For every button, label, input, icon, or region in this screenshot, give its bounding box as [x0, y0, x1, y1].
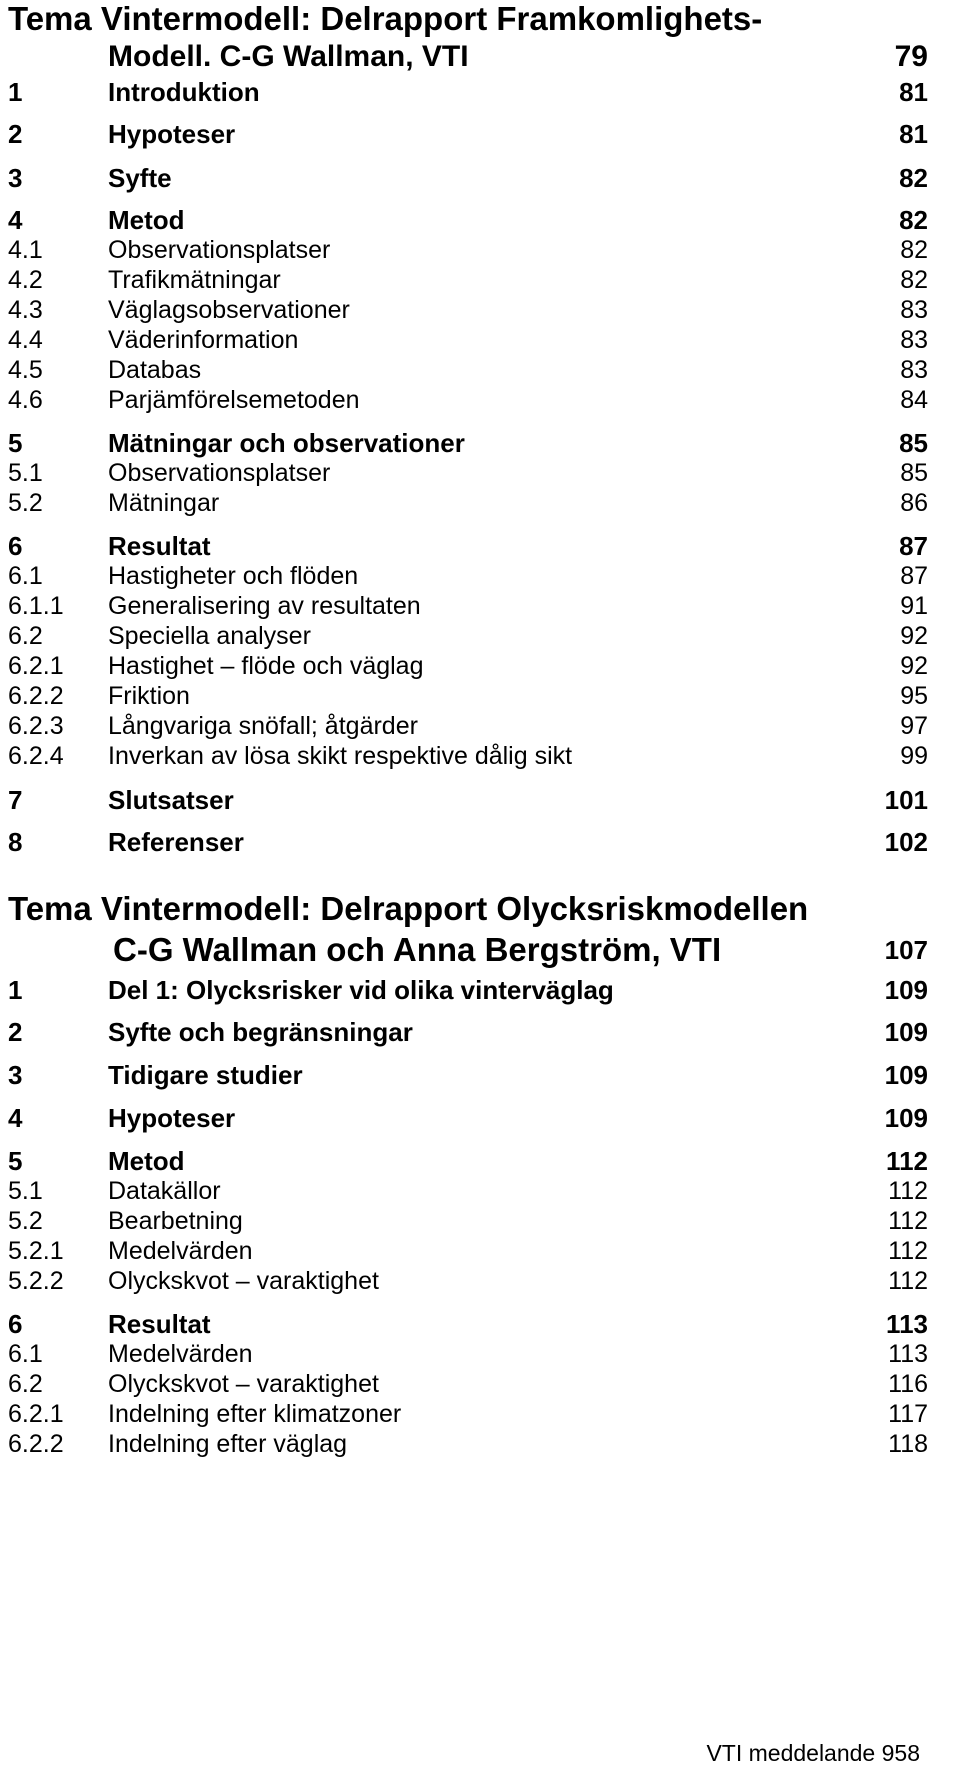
toc-entry-page: 85 — [899, 428, 928, 458]
toc-entry-label: Speciella analyser — [108, 622, 311, 650]
toc-entry[interactable] — [8, 204, 928, 236]
toc-entry-page: 109 — [884, 1103, 928, 1133]
toc-entry-number: 6.2.4 — [8, 742, 64, 770]
toc-entry-number: 6.2.2 — [8, 682, 64, 710]
toc-entry-page: 92 — [900, 652, 928, 680]
toc-entry-label: Metod — [108, 205, 185, 235]
toc-entry[interactable] — [8, 1145, 928, 1177]
toc-entry-page: 109 — [884, 975, 928, 1005]
toc-entry-page: 112 — [888, 1177, 928, 1205]
toc-entry-label: Olyckskvot – varaktighet — [108, 1370, 379, 1398]
toc-entry-label: Referenser — [108, 827, 244, 857]
toc-entry-label: Resultat — [108, 1309, 211, 1339]
toc-entry[interactable] — [8, 234, 928, 266]
toc-entry-label: Medelvärden — [108, 1340, 253, 1368]
toc-entry[interactable] — [8, 1428, 928, 1460]
toc-entry-number: 3 — [8, 163, 23, 193]
toc-entry-page: 113 — [888, 1340, 928, 1368]
toc-entry-number: 5 — [8, 428, 23, 458]
toc-entry-label: Väderinformation — [108, 326, 299, 354]
toc-entry[interactable] — [8, 784, 928, 816]
section2-title-line1: Tema Vintermodell: Delrapport Olycksriskmodellen — [8, 890, 809, 927]
toc-entry-page: 83 — [900, 326, 928, 354]
toc-entry-page: 116 — [888, 1370, 928, 1398]
toc-entry-page: 112 — [886, 1146, 928, 1176]
toc-entry-number: 6 — [8, 1309, 23, 1339]
toc-entry[interactable] — [8, 740, 928, 772]
toc-entry-label: Friktion — [108, 682, 190, 710]
toc-entry-page: 87 — [899, 531, 928, 561]
toc-entry[interactable] — [8, 826, 928, 858]
toc-entry-page: 83 — [900, 296, 928, 324]
toc-entry[interactable] — [8, 76, 928, 108]
toc-entry-label: Trafikmätningar — [108, 266, 281, 294]
toc-entry-number: 4 — [8, 1103, 23, 1133]
toc-entry-label: Generalisering av resultaten — [108, 592, 421, 620]
toc-entry[interactable] — [8, 560, 928, 592]
toc-entry-number: 6.2 — [8, 622, 43, 650]
toc-entry-label: Resultat — [108, 531, 211, 561]
toc-entry-page: 91 — [900, 592, 928, 620]
toc-entry[interactable] — [8, 1016, 928, 1048]
toc-entry-page: 84 — [900, 386, 928, 414]
section1-title-page: 79 — [894, 40, 928, 73]
toc-entry-number: 6.2.2 — [8, 1430, 64, 1458]
toc-entry[interactable] — [8, 620, 928, 652]
toc-entry-number: 5.2 — [8, 1207, 43, 1235]
toc-entry-label: Observationsplatser — [108, 236, 331, 264]
toc-entry-number: 5.1 — [8, 459, 43, 487]
toc-entry-page: 83 — [900, 356, 928, 384]
toc-entry[interactable] — [8, 1205, 928, 1237]
toc-entry-page: 82 — [899, 205, 928, 235]
toc-entry-label: Väglagsobservationer — [108, 296, 350, 324]
page-footer: VTI meddelande 958 — [706, 1740, 920, 1766]
toc-entry-number: 5.2.2 — [8, 1267, 64, 1295]
toc-entry-page: 86 — [900, 489, 928, 517]
section1-title-line1: Tema Vintermodell: Delrapport Framkomlighets- — [8, 0, 763, 37]
toc-entry[interactable] — [8, 427, 928, 459]
toc-entry[interactable] — [8, 1102, 928, 1134]
toc-entry[interactable] — [8, 974, 928, 1006]
toc-entry-label: Hastighet – flöde och väglag — [108, 652, 424, 680]
toc-entry[interactable] — [8, 680, 928, 712]
toc-entry-label: Parjämförelsemetoden — [108, 386, 360, 414]
toc-entry-label: Indelning efter klimatzoner — [108, 1400, 402, 1428]
toc-entry[interactable] — [8, 650, 928, 682]
toc-entry-label: Introduktion — [108, 77, 260, 107]
toc-entry[interactable] — [8, 1338, 928, 1370]
toc-entry-number: 2 — [8, 1017, 23, 1047]
toc-entry-number: 8 — [8, 827, 23, 857]
toc-entry[interactable] — [8, 1265, 928, 1297]
toc-entry[interactable] — [8, 264, 928, 296]
toc-entry-label: Del 1: Olycksrisker vid olika vinterväglag — [108, 975, 614, 1005]
toc-entry-page: 99 — [900, 742, 928, 770]
toc-entry-label: Metod — [108, 1146, 185, 1176]
toc-entry-page: 81 — [899, 119, 928, 149]
toc-entry-page: 92 — [900, 622, 928, 650]
toc-entry-label: Observationsplatser — [108, 459, 331, 487]
toc-entry-label: Hypoteser — [108, 119, 236, 149]
section2-title-page: 107 — [884, 935, 928, 965]
toc-entry-number: 3 — [8, 1060, 23, 1090]
toc-entry-number: 4.3 — [8, 296, 43, 324]
toc-entry-label: Medelvärden — [108, 1237, 253, 1265]
toc-entry-label: Hypoteser — [108, 1103, 236, 1133]
toc-entry-number: 4.1 — [8, 236, 43, 264]
toc-entry-page: 85 — [900, 459, 928, 487]
toc-entry-label: Långvariga snöfall; åtgärder — [108, 712, 418, 740]
toc-entry-number: 4.6 — [8, 386, 43, 414]
toc-entry[interactable] — [8, 384, 928, 416]
toc-entry-label: Syfte — [108, 163, 172, 193]
toc-entry-label: Slutsatser — [108, 785, 234, 815]
toc-entry-page: 109 — [884, 1017, 928, 1047]
toc-entry[interactable] — [8, 710, 928, 742]
toc-entry-page: 112 — [888, 1237, 928, 1265]
toc-entry-page: 113 — [886, 1309, 928, 1339]
toc-entry-number: 1 — [8, 77, 23, 107]
section2-title-line2: C-G Wallman och Anna Bergström, VTI — [113, 931, 722, 968]
toc-entry-number: 4 — [8, 205, 23, 235]
toc-entry-number: 6.2.1 — [8, 652, 64, 680]
toc-entry-page: 82 — [900, 236, 928, 264]
toc-entry-label: Syfte och begränsningar — [108, 1017, 413, 1047]
toc-entry[interactable] — [8, 1059, 928, 1091]
toc-entry-label: Inverkan av lösa skikt respektive dålig sikt — [108, 742, 573, 770]
toc-entry-number: 1 — [8, 975, 23, 1005]
toc-entry[interactable] — [8, 1308, 928, 1340]
toc-entry[interactable] — [8, 1175, 928, 1207]
toc-entry-number: 6.2.3 — [8, 712, 64, 740]
toc-entry-label: Mätningar — [108, 489, 220, 517]
toc-entry[interactable] — [8, 354, 928, 386]
toc-entry-label: Tidigare studier — [108, 1060, 303, 1090]
toc-entry-number: 5.2 — [8, 489, 43, 517]
toc-entry-number: 4.2 — [8, 266, 43, 294]
toc-entry[interactable] — [8, 324, 928, 356]
toc-entry-number: 4.4 — [8, 326, 43, 354]
toc-entry-number: 6.1 — [8, 1340, 43, 1368]
toc-entry-number: 7 — [8, 785, 23, 815]
toc-entry[interactable] — [8, 1235, 928, 1267]
toc-entry-number: 2 — [8, 119, 23, 149]
toc-entry-number: 6.1 — [8, 562, 43, 590]
toc-entry[interactable] — [8, 487, 928, 519]
toc-entry-label: Hastigheter och flöden — [108, 562, 359, 590]
toc-entry-number: 5.2.1 — [8, 1237, 64, 1265]
toc-entry-label: Bearbetning — [108, 1207, 243, 1235]
toc-entry[interactable] — [8, 162, 928, 194]
toc-entry-page: 102 — [884, 827, 928, 857]
toc-entry[interactable] — [8, 1368, 928, 1400]
toc-entry[interactable] — [8, 590, 928, 622]
toc-entry-number: 4.5 — [8, 356, 43, 384]
toc-entry[interactable] — [8, 1398, 928, 1430]
toc-entry-page: 97 — [900, 712, 928, 740]
toc-entry-number: 6.2 — [8, 1370, 43, 1398]
toc-entry-page: 87 — [900, 562, 928, 590]
toc-entry-page: 81 — [899, 77, 928, 107]
section1-title-line2: Modell. C-G Wallman, VTI — [108, 40, 469, 73]
toc-entry-page: 118 — [888, 1430, 928, 1458]
toc-entry-page: 101 — [884, 785, 928, 815]
toc-entry-number: 6.1.1 — [8, 592, 64, 620]
toc-entry-label: Olyckskvot – varaktighet — [108, 1267, 379, 1295]
toc-entry-label: Databas — [108, 356, 202, 384]
toc-entry-label: Indelning efter väglag — [108, 1430, 348, 1458]
toc-entry-page: 112 — [888, 1207, 928, 1235]
toc-entry-number: 5.1 — [8, 1177, 43, 1205]
toc-entry-number: 5 — [8, 1146, 23, 1176]
toc-entry-label: Datakällor — [108, 1177, 221, 1205]
toc-entry-page: 117 — [888, 1400, 928, 1428]
toc-entry[interactable] — [8, 457, 928, 489]
toc-entry[interactable] — [8, 118, 928, 150]
toc-entry-number: 6 — [8, 531, 23, 561]
toc-entry[interactable] — [8, 530, 928, 562]
toc-entry-page: 109 — [884, 1060, 928, 1090]
toc-entry[interactable] — [8, 294, 928, 326]
toc-entry-number: 6.2.1 — [8, 1400, 64, 1428]
toc-entry-page: 82 — [899, 163, 928, 193]
toc-entry-label: Mätningar och observationer — [108, 428, 465, 458]
toc-entry-page: 95 — [900, 682, 928, 710]
toc-entry-page: 82 — [900, 266, 928, 294]
toc-entry-page: 112 — [888, 1267, 928, 1295]
